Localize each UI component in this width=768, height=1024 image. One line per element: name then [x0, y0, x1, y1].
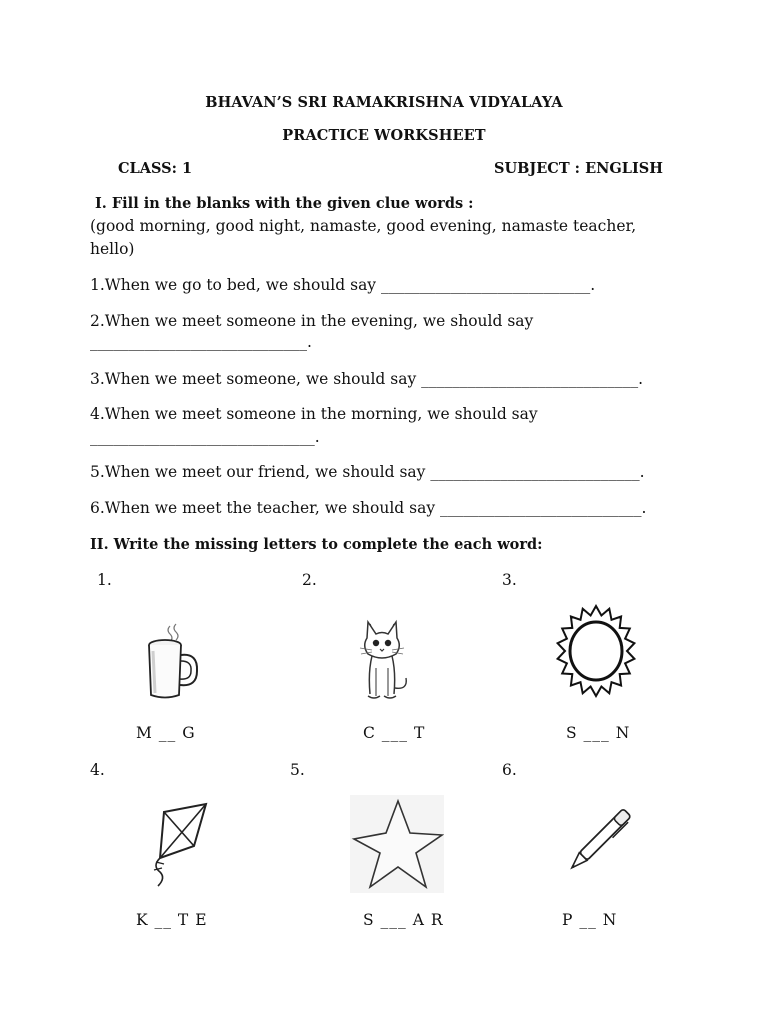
question-2-blank: ____________________________.	[90, 333, 312, 351]
item-5-number: 5.	[290, 761, 305, 779]
item-4-number: 4.	[90, 761, 105, 779]
item-3-number: 3.	[502, 571, 517, 589]
subject-label: SUBJECT : ENGLISH	[494, 160, 663, 177]
item-6-number: 6.	[502, 761, 517, 779]
class-label: CLASS: 1	[118, 160, 193, 177]
question-4: 4.When we meet someone in the morning, we should say	[90, 405, 538, 423]
question-4-blank: _____________________________.	[90, 428, 320, 446]
question-6: 6.When we meet the teacher, we should say __________________________.	[90, 499, 647, 517]
item-5-word: S ___ A R	[363, 911, 444, 929]
question-3: 3.When we meet someone, we should say ____________________________.	[90, 370, 644, 388]
school-name: BHAVAN’S SRI RAMAKRISHNA VIDYALAYA	[205, 94, 563, 111]
section2-heading: II. Write the missing letters to complete the each word:	[90, 536, 543, 553]
item-2-number: 2.	[302, 571, 317, 589]
question-2: 2.When we meet someone in the evening, we should say	[90, 312, 534, 330]
star-icon	[350, 795, 444, 893]
question-1: 1.When we go to bed, we should say ___________________________.	[90, 276, 596, 294]
sun-icon	[556, 604, 636, 698]
clue-words-line2: hello)	[90, 240, 135, 258]
section1-heading: I. Fill in the blanks with the given clue words :	[95, 195, 474, 212]
cat-icon	[352, 618, 412, 704]
pen-icon	[562, 802, 632, 882]
item-4-word: K __ T E	[136, 911, 208, 929]
item-6-word: P __ N	[562, 911, 618, 929]
worksheet-title: PRACTICE WORKSHEET	[282, 127, 486, 144]
clue-words-line1: (good morning, good night, namaste, good evening, namaste teacher,	[90, 217, 637, 235]
item-3-word: S ___ N	[566, 724, 631, 742]
kite-icon	[150, 800, 214, 892]
mug-icon	[140, 623, 206, 703]
item-1-number: 1.	[97, 571, 112, 589]
item-1-word: M __ G	[136, 724, 196, 742]
question-5: 5.When we meet our friend, we should say ___________________________.	[90, 463, 645, 481]
item-2-word: C ___ T	[363, 724, 426, 742]
